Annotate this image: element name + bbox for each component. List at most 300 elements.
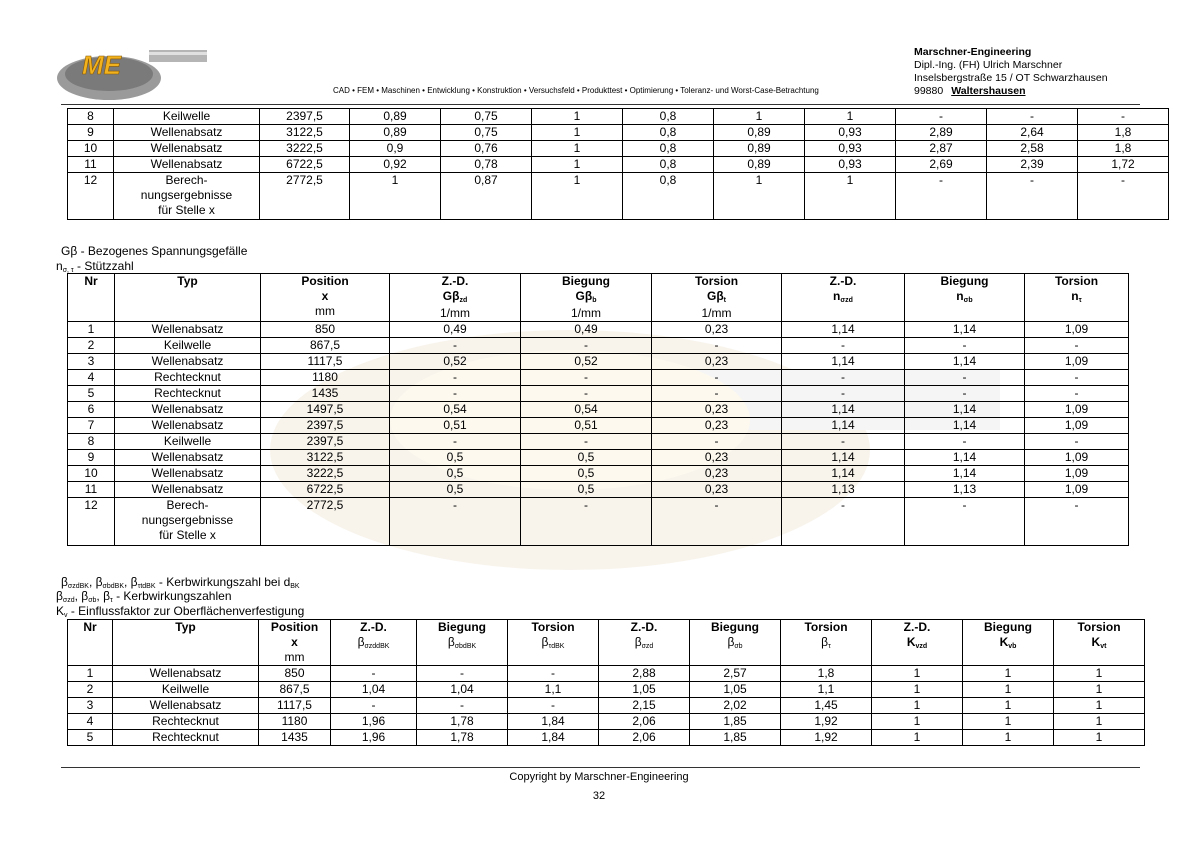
header-symbol: β (447, 635, 455, 649)
table-cell (532, 173, 623, 220)
table-cell (521, 418, 652, 434)
table-cell (652, 418, 782, 434)
table-cell (390, 402, 521, 418)
table-cell (599, 682, 690, 698)
cell-text: 6722,5 (306, 482, 344, 496)
cell-text: - (714, 386, 719, 400)
cell-text: 2,06 (632, 714, 656, 728)
table-cell (261, 450, 390, 466)
cell-text: 2,06 (632, 730, 656, 744)
cell-text: 0,54 (574, 402, 598, 416)
cell-text: 1 (1095, 666, 1103, 680)
table-cell (782, 402, 905, 418)
cell-text: 1,14 (831, 418, 855, 432)
header-unit: mm (315, 304, 335, 318)
table-cell (963, 698, 1054, 714)
table-cell (68, 698, 113, 714)
subscript: τ (1078, 297, 1082, 304)
table-cell (1078, 109, 1169, 125)
table-cell (781, 682, 872, 698)
table-cell (259, 666, 331, 682)
table-cell (782, 482, 905, 498)
table-row (68, 338, 1129, 354)
table-cell (68, 434, 115, 450)
cell-text: - (1074, 386, 1079, 400)
subscript: σzd (641, 643, 654, 650)
table-cell (390, 482, 521, 498)
col-typ (115, 274, 261, 322)
table-cell (781, 714, 872, 730)
table-cell (623, 173, 714, 220)
cell-text: Keilwelle (163, 434, 212, 448)
subscript: σb (734, 643, 743, 650)
table-row (68, 418, 1129, 434)
table-cell (115, 322, 261, 338)
table-cell (905, 402, 1025, 418)
cell-text: - (584, 434, 588, 448)
cell-text: 11 (84, 157, 97, 171)
table-cell (390, 370, 521, 386)
cell-text: 2 (87, 338, 95, 352)
cell-text: 1,84 (541, 730, 565, 744)
header-symbol: K (906, 635, 916, 649)
header-symbol: K (1091, 635, 1101, 649)
table-cell (261, 370, 390, 386)
cell-text: 1 (1095, 682, 1103, 696)
cell-text: 0,89 (747, 157, 771, 171)
cell-text: 0,23 (704, 466, 729, 480)
header-label: Typ (177, 274, 198, 288)
cell-text: 2,69 (929, 157, 953, 171)
table-cell (261, 402, 390, 418)
table-row (68, 173, 1169, 220)
cell-text: 2,39 (1020, 157, 1044, 171)
cell-text: Wellenabsatz (151, 402, 224, 416)
table-cell (652, 370, 782, 386)
table-cell (68, 386, 115, 402)
svg-text:ME: ME (82, 50, 121, 80)
table-cell (805, 173, 896, 220)
table-cell (1025, 386, 1129, 402)
header-label: Torsion (804, 620, 848, 634)
cell-text: 1 (573, 173, 581, 187)
table-cell (331, 698, 417, 714)
table-cell (652, 386, 782, 402)
header-symbol: x (291, 635, 298, 649)
table-header-row (68, 620, 1145, 666)
symbol: β (56, 589, 63, 603)
cell-text: 0,89 (383, 125, 407, 139)
table-cell (781, 698, 872, 714)
header-symbol: x (321, 289, 329, 303)
note-text: - Einflussfaktor zur Oberflächenverfestigung (67, 604, 305, 618)
symbol: β (61, 575, 68, 589)
table-row (68, 322, 1129, 338)
note-notch-factor-d: $\beta_{\sigma zdBK}$, $\beta_{\sigma bdBK}$, $\beta_{\tau tdBK}$ - Kerbwirkungszahl bei $d_{BK}$ (61, 575, 300, 590)
cell-text: 3222,5 (286, 141, 323, 155)
cell-text: nungsergebnisse (141, 513, 234, 527)
table-cell (1078, 173, 1169, 220)
cell-text: 0,5 (446, 482, 464, 496)
cell-text: Keilwelle (163, 338, 212, 352)
cell-text: 1,1 (544, 682, 562, 696)
cell-text: - (841, 386, 845, 400)
table-cell (259, 714, 331, 730)
table-cell (68, 450, 115, 466)
table-cell (417, 666, 508, 682)
cell-text: - (371, 698, 376, 712)
cell-text: 1117,5 (277, 698, 312, 712)
header-divider (61, 104, 1140, 105)
cell-text: 1,09 (1064, 322, 1089, 336)
table-cell (508, 682, 599, 698)
table-cell (417, 714, 508, 730)
cell-text: 1 (1004, 714, 1012, 728)
subscript: τtdBK (137, 583, 156, 590)
table-cell (532, 157, 623, 173)
cell-text: 1497,5 (306, 402, 344, 416)
header-label: Typ (175, 620, 196, 634)
cell-text: 1 (913, 698, 921, 712)
cell-text: 2772,5 (286, 173, 323, 187)
table-cell (115, 338, 261, 354)
header-unit: 1/mm (440, 306, 470, 320)
subscript: t (723, 297, 726, 304)
cell-text: nungsergebnisse (140, 188, 233, 202)
cell-text: - (841, 338, 845, 352)
cell-text: 1 (573, 125, 581, 139)
page-header (0, 0, 1198, 104)
cell-text: - (460, 666, 464, 680)
cell-text: 0,8 (659, 141, 677, 155)
cell-text: 5 (86, 730, 94, 744)
company-name: Marschner-Engineering (914, 46, 1032, 58)
symbol: β (81, 589, 89, 603)
cell-text: 5 (87, 386, 95, 400)
cell-text: 1,14 (952, 322, 977, 336)
cell-text: 1 (913, 714, 921, 728)
table-cell (805, 109, 896, 125)
table-cell (68, 141, 114, 157)
cell-text: 1,14 (952, 402, 977, 416)
table-cell (115, 498, 261, 546)
cell-text: 0,89 (747, 141, 771, 155)
table-cell (987, 173, 1078, 220)
table-cell (905, 322, 1025, 338)
table-cell (1025, 402, 1129, 418)
table-cell (599, 666, 690, 682)
header-label: Nr (83, 620, 97, 634)
cell-text: 0,8 (659, 157, 677, 171)
header-symbol: Gβ (575, 289, 593, 303)
cell-text: - (453, 498, 457, 512)
cell-text: Rechtecknut (154, 370, 221, 384)
cell-text: 6 (87, 402, 95, 416)
table-cell (114, 173, 260, 220)
col-position (261, 274, 390, 322)
cell-text: Berech- (166, 498, 209, 512)
header-symbol: K (999, 635, 1009, 649)
cell-text: 0,5 (577, 450, 595, 464)
cell-text: Keilwelle (161, 682, 210, 696)
table-cell (1054, 698, 1145, 714)
table-row (68, 434, 1129, 450)
table-row (68, 482, 1129, 498)
table-cell (331, 730, 417, 746)
table-cell (259, 730, 331, 746)
table-cell (782, 450, 905, 466)
cell-text: 1 (1004, 682, 1012, 696)
cell-text: Wellenabsatz (151, 322, 224, 336)
cell-text: 1 (573, 109, 581, 123)
header-label: Torsion (1054, 274, 1099, 288)
cell-text: 0,89 (383, 109, 407, 123)
table-cell (1025, 450, 1129, 466)
cell-text: 0,93 (838, 157, 862, 171)
cell-text: 0,5 (446, 466, 464, 480)
cell-text: 1,09 (1064, 354, 1089, 368)
cell-text: - (841, 434, 845, 448)
cell-text: Keilwelle (162, 109, 211, 123)
table-cell (259, 698, 331, 714)
table-cell (905, 498, 1025, 546)
symbol: β (130, 575, 138, 589)
cell-text: 1 (846, 109, 854, 123)
table-cell (652, 402, 782, 418)
cell-text: - (939, 109, 943, 123)
cell-text: 0,23 (704, 482, 729, 496)
table-cell (782, 498, 905, 546)
table-cell (652, 466, 782, 482)
subscript: σbdBK (102, 583, 124, 590)
cell-text: 8 (87, 434, 95, 448)
table-cell (623, 141, 714, 157)
table-cell (390, 450, 521, 466)
table-cell (1054, 714, 1145, 730)
table-cell (532, 109, 623, 125)
cell-text: 3222,5 (306, 466, 344, 480)
table-cell (623, 157, 714, 173)
cell-text: 1,14 (831, 402, 855, 416)
table-cell (652, 450, 782, 466)
header-symbol: β (541, 635, 549, 649)
cell-text: - (714, 338, 719, 352)
table-cell (115, 450, 261, 466)
table-cell (714, 157, 805, 173)
cell-text: 1 (573, 157, 581, 171)
table-row (68, 466, 1129, 482)
subscript: τ (110, 597, 113, 604)
table-cell (508, 666, 599, 682)
table-cell (1025, 466, 1129, 482)
cell-text: 1 (86, 666, 94, 680)
subscript: vt (1100, 643, 1107, 650)
table-cell (508, 714, 599, 730)
cell-text: - (1121, 109, 1125, 123)
table-cell (261, 434, 390, 450)
table-cell (872, 682, 963, 698)
table-cell (68, 714, 113, 730)
cell-text: 1,14 (831, 322, 855, 336)
table-cell (896, 157, 987, 173)
col-c3 (508, 620, 599, 666)
table-cell (905, 338, 1025, 354)
note-support-number (56, 259, 134, 273)
symbol: K (56, 604, 65, 618)
table-cell (68, 370, 115, 386)
cell-text: 1,85 (723, 730, 747, 744)
cell-text: 1 (755, 173, 763, 187)
table-cell (1078, 157, 1169, 173)
table-row (68, 141, 1169, 157)
table-cell (714, 173, 805, 220)
cell-text: 0,49 (443, 322, 467, 336)
table-cell (260, 109, 350, 125)
cell-text: - (1074, 338, 1079, 352)
cell-text: 2,64 (1020, 125, 1044, 139)
table-cell (261, 466, 390, 482)
table-cell (390, 322, 521, 338)
header-symbol: β (727, 635, 735, 649)
table-cell (113, 730, 259, 746)
table-header-row (68, 274, 1129, 322)
table-cell (782, 354, 905, 370)
table-row (68, 666, 1145, 682)
cell-text: 1,14 (831, 450, 855, 464)
table-cell (1025, 498, 1129, 546)
table-cell (532, 141, 623, 157)
subscript: v (64, 612, 68, 619)
cell-text: 4 (86, 714, 94, 728)
table-row (68, 125, 1169, 141)
table-cell (782, 434, 905, 450)
cell-text: 1 (87, 322, 95, 336)
table-cell (68, 109, 114, 125)
table-cell (1054, 730, 1145, 746)
table-cell (905, 450, 1025, 466)
table-cell (261, 482, 390, 498)
cell-text: - (453, 386, 457, 400)
table-cell (68, 418, 115, 434)
table-cell (68, 466, 115, 482)
table-cell (331, 682, 417, 698)
cell-text: 0,5 (577, 466, 595, 480)
subscript: σ, τ (62, 267, 74, 274)
table-row (68, 157, 1169, 173)
cell-text: 1,1 (817, 682, 835, 696)
cell-text: 2,57 (723, 666, 747, 680)
col-c1 (331, 620, 417, 666)
cell-text: 1 (1095, 714, 1103, 728)
cell-text: - (551, 698, 555, 712)
cell-text: - (714, 498, 719, 512)
cell-text: 1,84 (541, 714, 565, 728)
table-cell (331, 714, 417, 730)
table-cell (599, 714, 690, 730)
header-label: Position (301, 274, 349, 288)
table-row (68, 386, 1129, 402)
table-cell (331, 666, 417, 682)
cell-text: - (453, 370, 457, 384)
table-cell (896, 109, 987, 125)
table-cell (963, 714, 1054, 730)
cell-text: 1,96 (361, 730, 386, 744)
table-cell (114, 141, 260, 157)
cell-text: 1,09 (1064, 466, 1089, 480)
cell-text: Rechtecknut (152, 730, 219, 744)
footer-divider (61, 767, 1140, 768)
table-cell (261, 338, 390, 354)
cell-text: 0,23 (704, 402, 729, 416)
cell-text: 11 (84, 482, 98, 496)
cell-text: - (1074, 498, 1079, 512)
table-cell (390, 354, 521, 370)
table-cell (714, 141, 805, 157)
table-cell (441, 125, 532, 141)
table-cell (68, 173, 114, 220)
cell-text: - (584, 386, 588, 400)
table-cell (441, 141, 532, 157)
cell-text: 1,45 (814, 698, 838, 712)
subscript: vb (1008, 643, 1017, 650)
company-zip: 99880 (914, 85, 944, 97)
table-cell (350, 141, 441, 157)
table-row (68, 698, 1145, 714)
cell-text: 1,14 (952, 466, 977, 480)
cell-text: 1,14 (952, 354, 977, 368)
cell-text: 0,52 (443, 354, 467, 368)
cell-text: 850 (284, 666, 305, 680)
cell-text: - (1030, 109, 1034, 123)
cell-text: 1,14 (831, 466, 855, 480)
cell-text: 1 (913, 682, 921, 696)
table-cell (805, 141, 896, 157)
cell-text: - (584, 498, 588, 512)
cell-text: 0,8 (659, 109, 677, 123)
header-label: Z.-D. (630, 620, 658, 634)
col-gb-t (652, 274, 782, 322)
col-n-t (1025, 274, 1129, 322)
cell-text: - (962, 498, 967, 512)
cell-text: 3 (87, 354, 95, 368)
table-cell (113, 666, 259, 682)
cell-text: - (584, 370, 588, 384)
cell-text: - (460, 698, 464, 712)
cell-text: 1,92 (814, 730, 838, 744)
cell-text: - (1074, 434, 1079, 448)
table-cell (987, 141, 1078, 157)
table-cell (261, 418, 390, 434)
cell-text: - (453, 338, 457, 352)
table-cell (68, 157, 114, 173)
table-cell (652, 482, 782, 498)
cell-text: - (714, 370, 719, 384)
cell-text: Wellenabsatz (149, 666, 222, 680)
cell-text: - (714, 434, 719, 448)
header-label: Biegung (984, 620, 1032, 634)
note-stress-gradient: Gβ - Bezogenes Spannungsgefälle (61, 244, 248, 258)
table-cell (521, 434, 652, 450)
cell-text: 1 (1095, 698, 1103, 712)
cell-text: 1435 (281, 730, 308, 744)
cell-text: 0,75 (474, 109, 498, 123)
note-text: - Stützzahl (73, 259, 134, 273)
cell-text: - (453, 434, 457, 448)
cell-text: 9 (87, 450, 95, 464)
cell-text: 2,58 (1020, 141, 1044, 155)
table-cell (261, 498, 390, 546)
col-n-zd (782, 274, 905, 322)
